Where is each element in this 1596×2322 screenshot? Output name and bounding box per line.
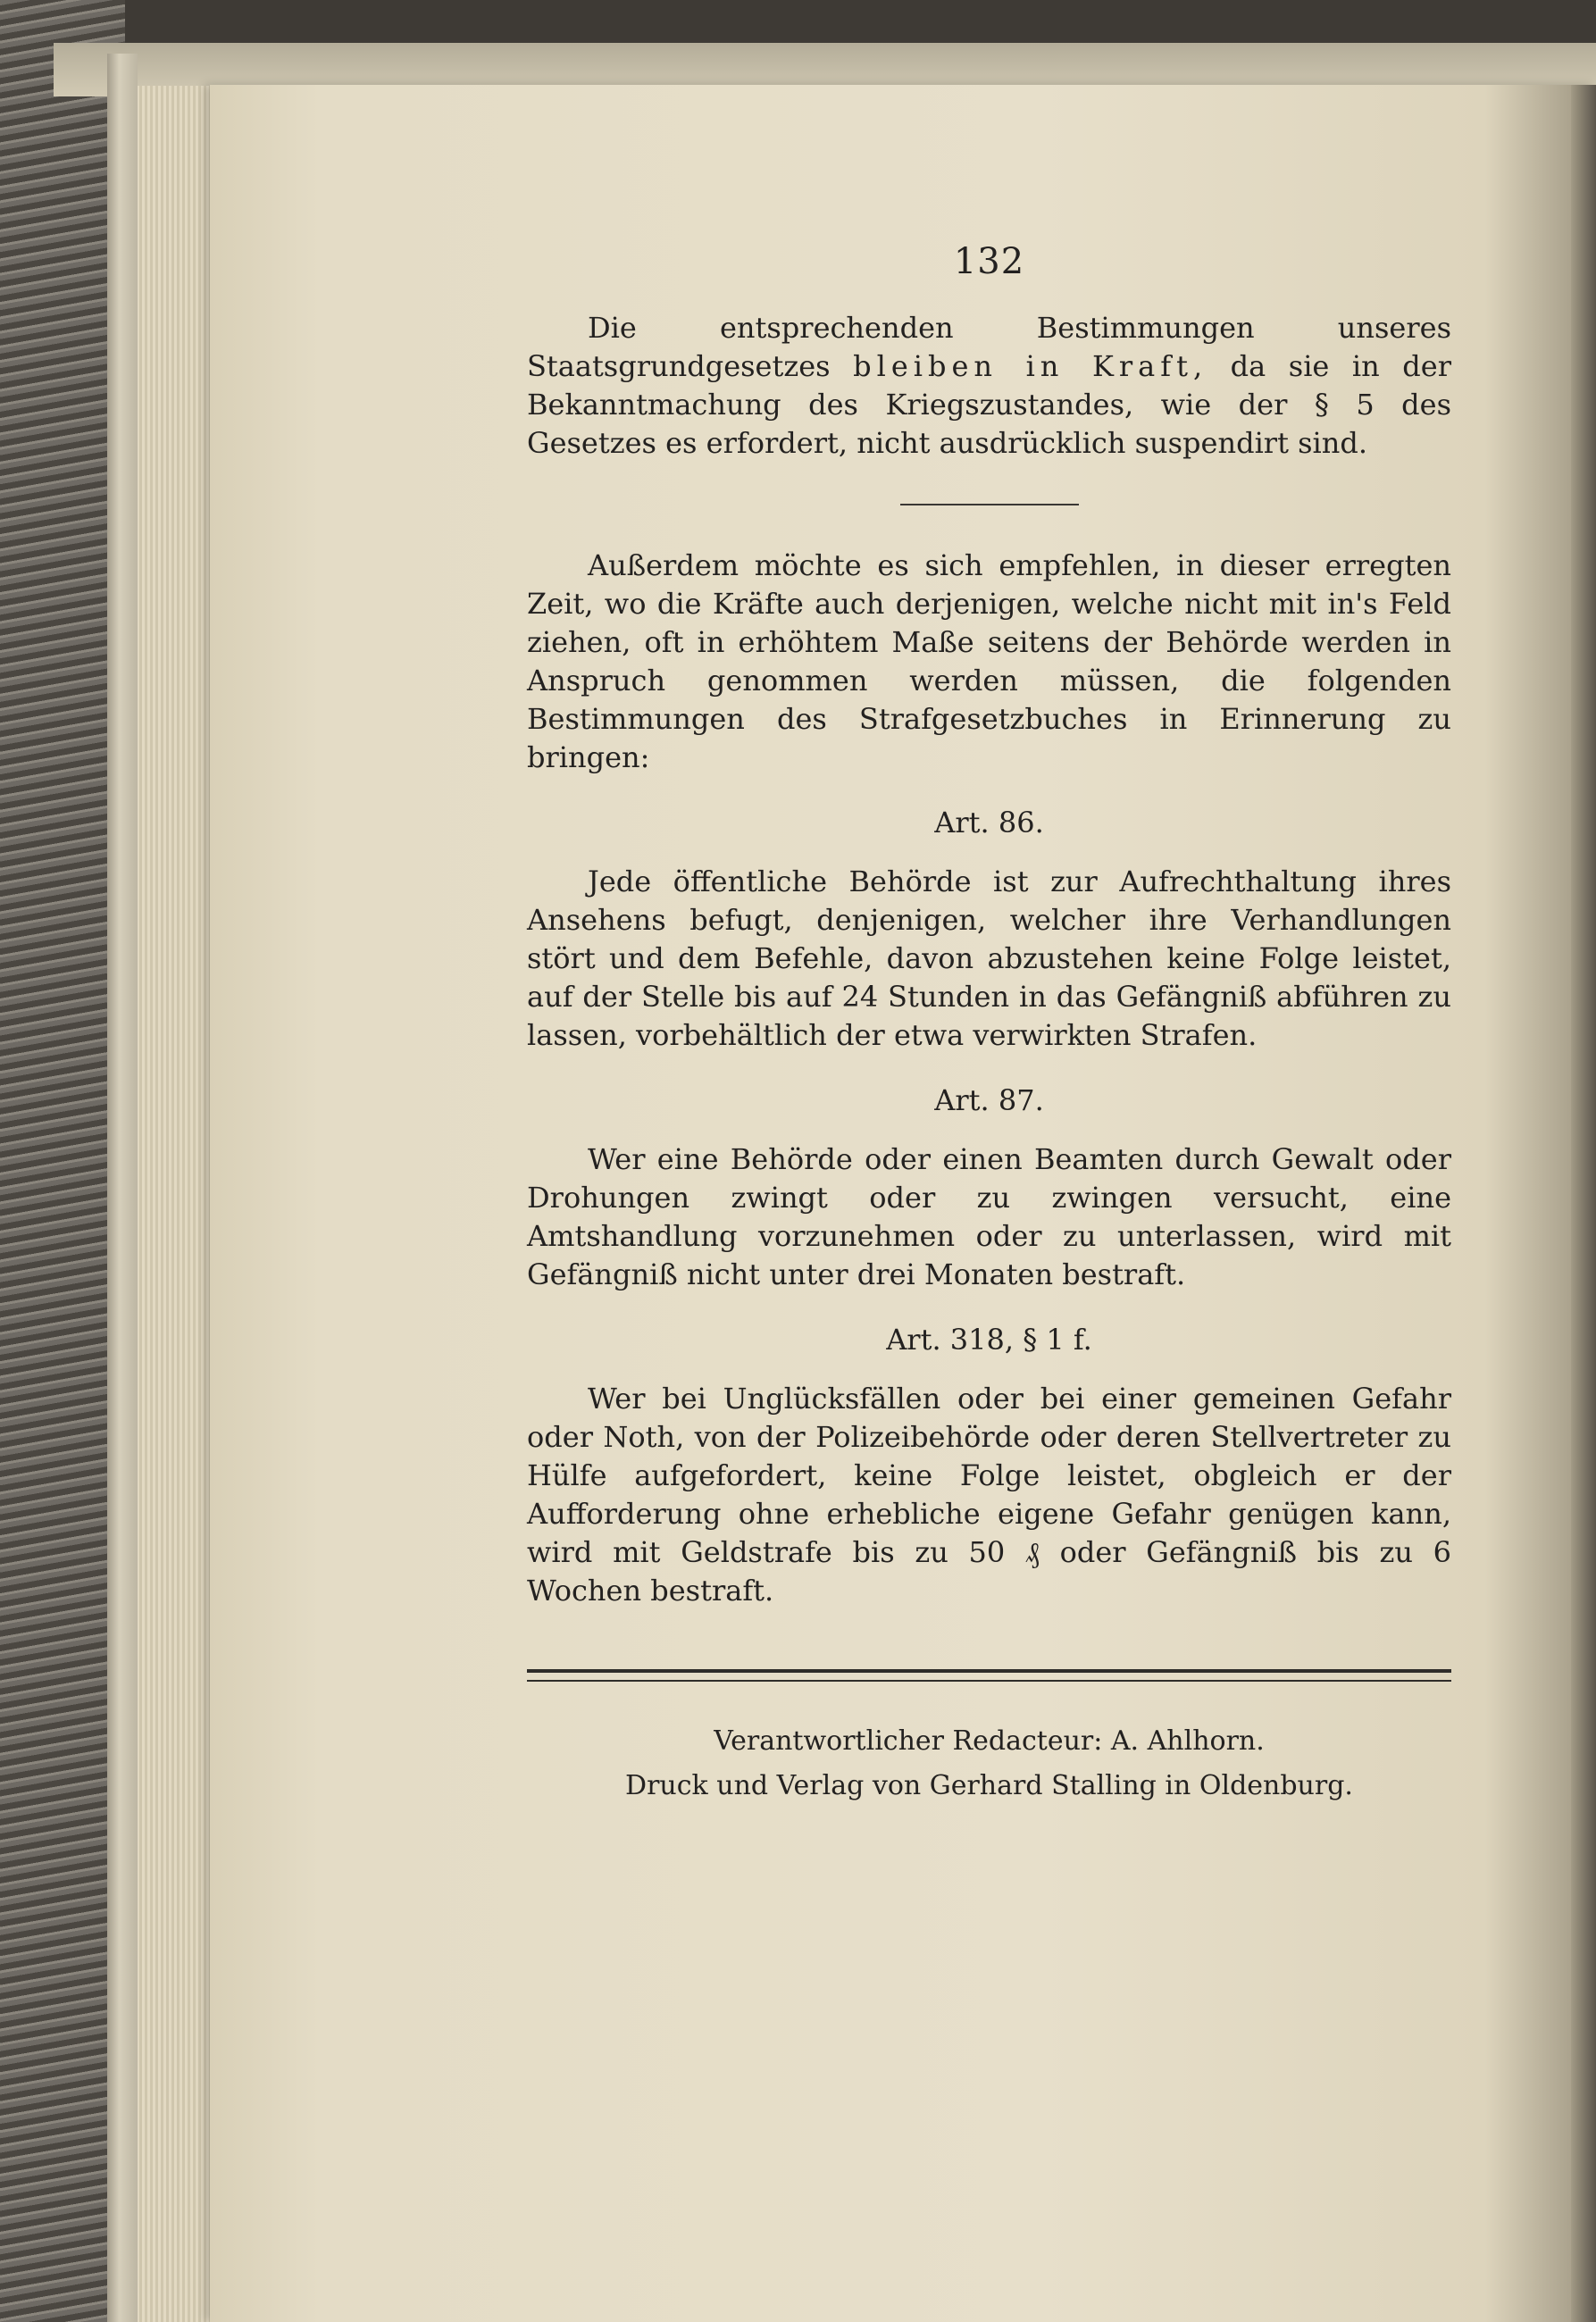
editor-line: Verantwortlicher Redacteur: A. Ahlhorn.: [714, 1725, 1265, 1757]
article-heading: Art. 86.: [934, 806, 1044, 839]
article-heading: Art. 318, § 1 f.: [886, 1323, 1092, 1357]
paragraph-lead: Die entsprechenden Bestimmungen unseres Staatsgrundgesetzes: [527, 311, 1451, 383]
article-text: Jede öffentliche Behörde ist zur Aufrechthaltung ihres Ansehens befugt, denjenigen, welcher ihre Verhandlungen stört und dem Befehle, davon abzustehen keine Folge leistet, auf der Stelle bis auf 24 Stunden in das Gefängniß abführen zu lassen, vorbehältlich der etwa verwirkten Strafen.: [527, 864, 1451, 1052]
page-gutter-shadow: [1571, 85, 1596, 2322]
article-heading: Art. 87.: [934, 1083, 1044, 1117]
publisher-line: Druck und Verlag von Gerhard Stalling in Oldenburg.: [625, 1770, 1353, 1801]
paragraph-rest: da sie in der Bekanntmachung des Kriegszustandes, wie der § 5 des Gesetzes es erfordert, nicht ausdrücklich suspendirt sind.: [527, 349, 1452, 460]
imprint: [527, 1719, 1451, 1808]
binding-edge: [107, 54, 138, 2322]
footer-double-rule: [527, 1669, 1451, 1682]
article-text: Wer eine Behörde oder einen Beamten durch Gewalt oder Drohungen zwingt oder zu zwingen versucht, eine Amtshandlung vorzunehmen oder zu unterlassen, wird mit Gefängniß nicht unter drei Monaten bestraft.: [527, 1142, 1451, 1291]
paragraph-spaced-phrase: bleiben in Kraft,: [853, 349, 1208, 383]
page-number: 132: [953, 241, 1025, 282]
paragraph-staatsgrundgesetz: [527, 309, 1451, 463]
section-divider: [900, 504, 1079, 505]
page-content: [527, 241, 1451, 1808]
paragraph-strafgesetzbuch-intro: Außerdem möchte es sich empfehlen, in dieser erregten Zeit, wo die Kräfte auch derjenigen, welche nicht mit in's Feld ziehen, oft in erhöhtem Maße seitens der Behörde werden in Anspruch genommen werden müssen, die folgenden Bestimmungen des Strafgesetzbuches in Erinnerung zu bringen:: [527, 548, 1451, 774]
article-text: Wer bei Unglücksfällen oder bei einer gemeinen Gefahr oder Noth, von der Polizeibehörde oder deren Stellvertreter zu Hülfe aufgefordert, keine Folge leistet, obgleich er der Aufforderung ohne erhebliche eigene Gefahr genügen kann, wird mit Geldstrafe bis zu 50 ₰ oder Gefängniß bis zu 6 Wochen bestraft.: [527, 1382, 1451, 1608]
book-binding: [0, 0, 125, 2322]
